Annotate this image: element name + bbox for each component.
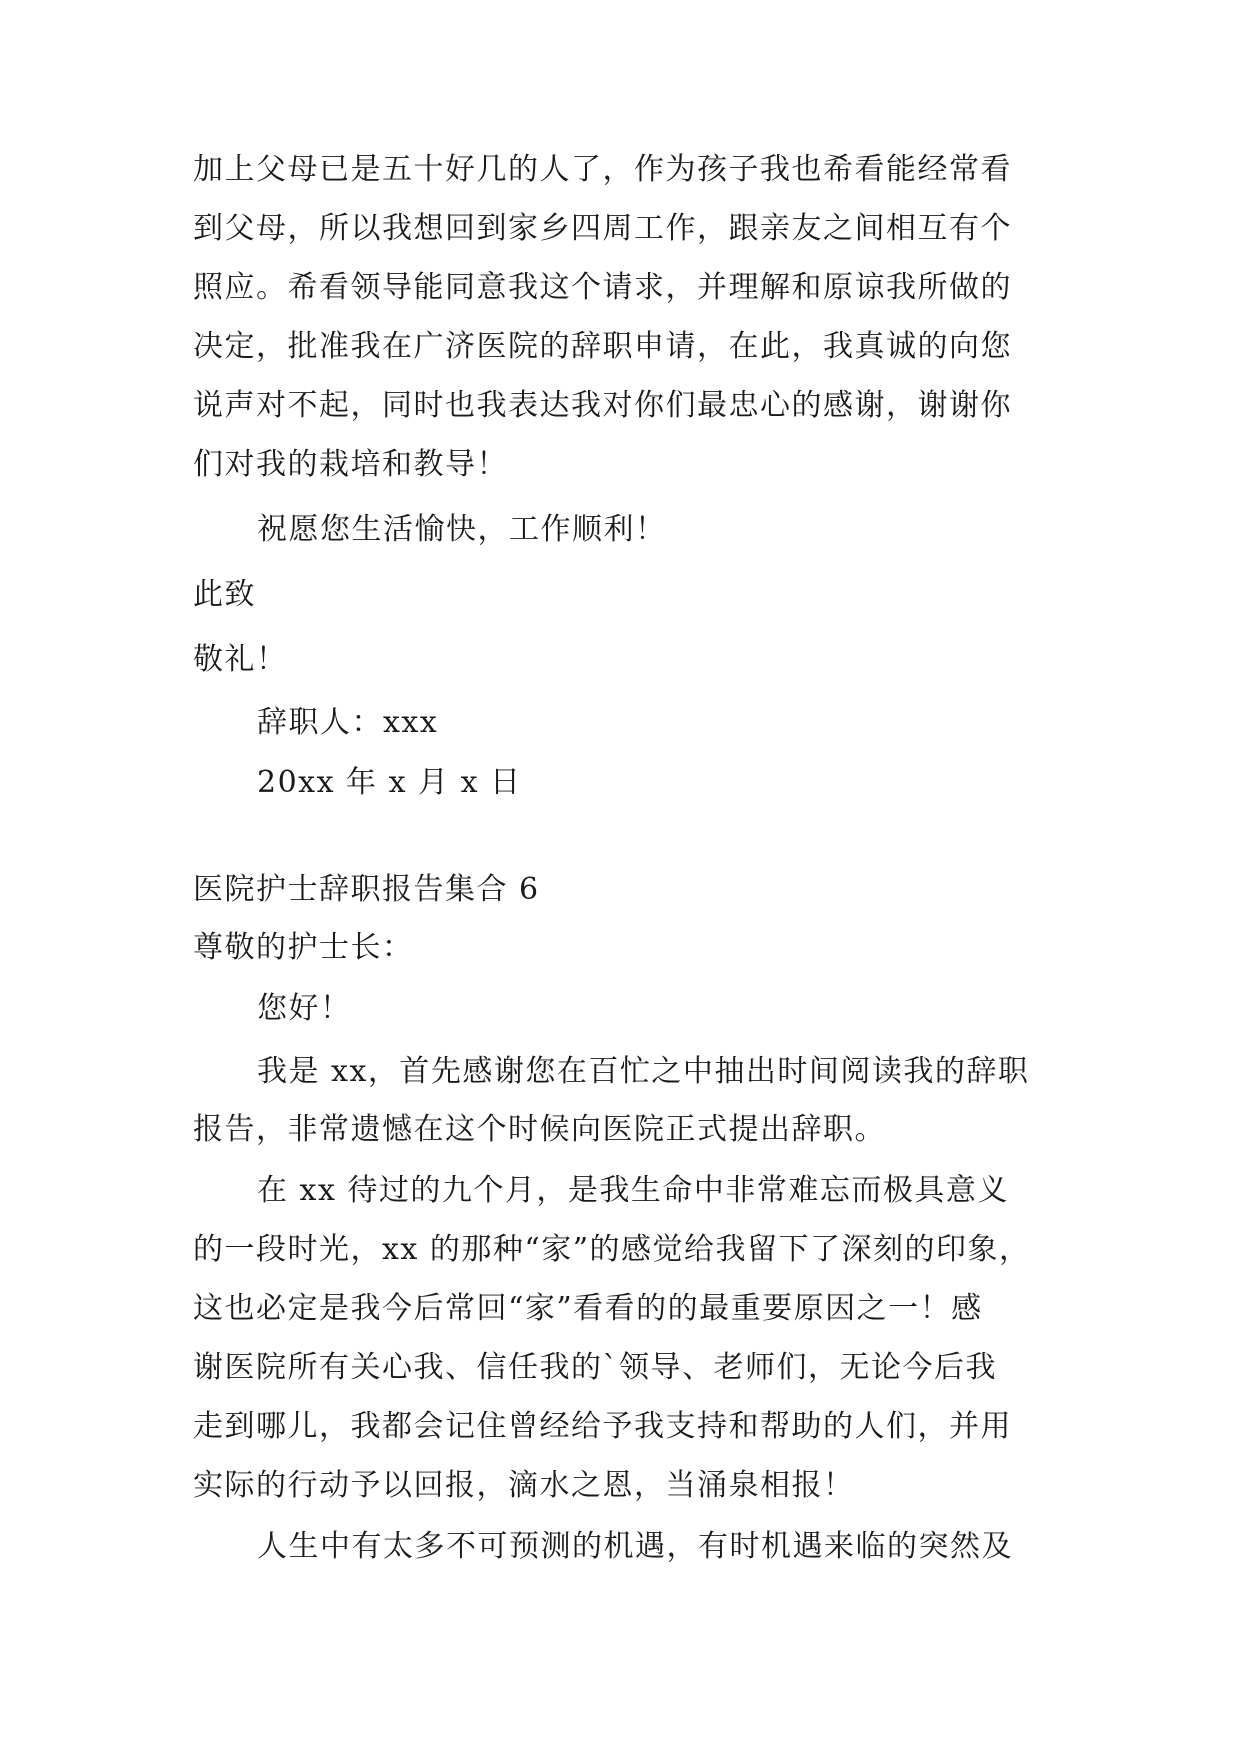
closing-wish: 祝愿您生活愉快，工作顺利！ xyxy=(257,512,667,547)
body-text-line: 谢医院所有关心我、信任我的`领导、老师们，无论今后我 xyxy=(193,1350,997,1385)
body-text-line: 加上父母已是五十好几的人了，作为孩子我也希看能经常看 xyxy=(193,152,1012,187)
section-title: 医院护士辞职报告集合 6 xyxy=(193,872,540,907)
body-text-line: 报告，非常遗憾在这个时候向医院正式提出辞职。 xyxy=(193,1112,886,1147)
date: 20xx 年 x 月 x 日 xyxy=(257,765,522,800)
body-text-line: 我是 xx，首先感谢您在百忙之中抽出时间阅读我的辞职 xyxy=(257,1054,1030,1089)
body-text-line: 说声对不起，同时也我表达我对你们最忠心的感谢，谢谢你 xyxy=(193,388,1012,423)
body-text-line: 照应。希看领导能同意我这个请求，并理解和原谅我所做的 xyxy=(193,270,1012,305)
salutation-jingli: 敬礼！ xyxy=(193,642,288,677)
body-text-line: 走到哪儿，我都会记住曾经给予我支持和帮助的人们，并用 xyxy=(193,1409,1012,1444)
body-text-line: 决定，批准我在广济医院的辞职申请，在此，我真诚的向您 xyxy=(193,329,1012,364)
body-text-line: 们对我的栽培和教导！ xyxy=(193,447,508,482)
body-text-line: 实际的行动予以回报，滴水之恩，当涌泉相报！ xyxy=(193,1468,855,1503)
addressee: 尊敬的护士长： xyxy=(193,930,414,965)
body-text-line: 在 xx 待过的九个月，是我生命中非常难忘而极具意义 xyxy=(257,1173,1009,1208)
body-text-line: 到父母，所以我想回到家乡四周工作，跟亲友之间相互有个 xyxy=(193,211,1012,246)
salutation-cizhi: 此致 xyxy=(193,577,256,612)
body-text-line: 的一段时光，xx 的那种“家”的感觉给我留下了深刻的印象， xyxy=(193,1232,1031,1267)
signature: 辞职人：xxx xyxy=(257,705,439,740)
body-text-line: 这也必定是我今后常回“家”看看的的最重要原因之一！感 xyxy=(193,1291,983,1326)
greeting: 您好！ xyxy=(257,991,352,1026)
body-text-line: 人生中有太多不可预测的机遇，有时机遇来临的突然及 xyxy=(257,1529,1013,1564)
